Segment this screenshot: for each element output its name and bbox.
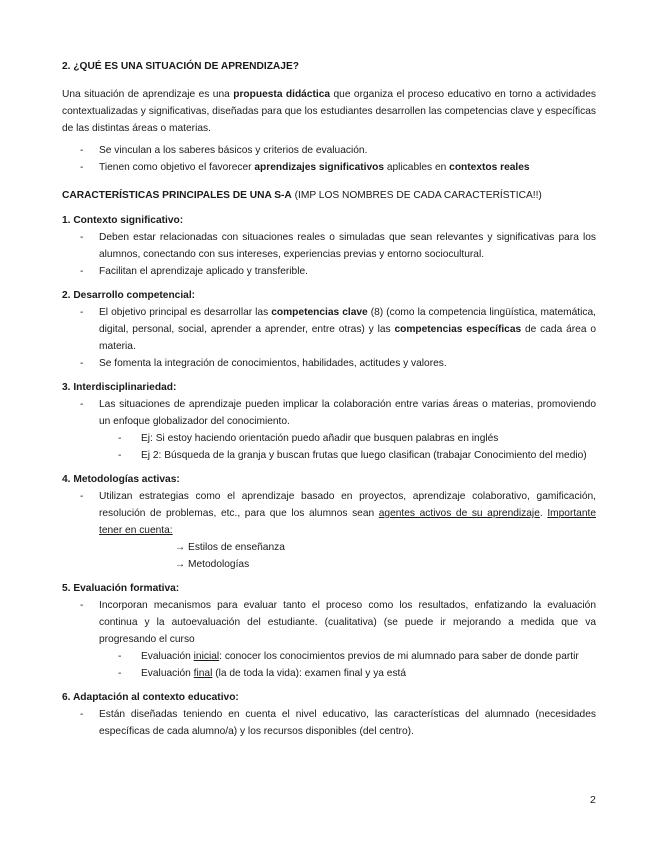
characteristic-4-list bbox=[62, 488, 596, 573]
characteristics-title: CARACTERÍSTICAS PRINCIPALES DE UNA S-A bbox=[62, 190, 292, 201]
bullet-bold: contextos reales bbox=[449, 162, 530, 173]
list-item bbox=[62, 488, 596, 573]
intro-bullet bbox=[62, 159, 596, 176]
sub-list-item bbox=[99, 665, 596, 682]
characteristic-title-6: 6. Adaptación al contexto educativo: bbox=[62, 692, 239, 703]
item-text: Evaluación bbox=[141, 668, 194, 679]
intro-paragraph bbox=[62, 86, 596, 137]
list-item: - Facilitan el aprendizaje aplicado y transferible. bbox=[62, 263, 596, 280]
item-text: Incorporan mecanismos para evaluar tanto el proceso como los resultados, enfatizando la evaluación continua y la autoevaluación del estudiante. (cualitativa) (se puede ir mejorando a medida que va progresando el curso bbox=[99, 600, 596, 645]
item-text: Evaluación bbox=[141, 651, 194, 662]
intro-bullet-list bbox=[62, 142, 596, 176]
sub-list-item: - Ej: Si estoy haciendo orientación puedo añadir que busquen palabras en inglés bbox=[99, 430, 596, 447]
item-underline: final bbox=[193, 668, 213, 679]
characteristic-title-2: 2. Desarrollo competencial: bbox=[62, 290, 196, 301]
item-bold: competencias específicas bbox=[394, 324, 522, 335]
bullet-text: Tienen como objetivo el favorecer bbox=[99, 162, 255, 173]
arrow-item: → Metodologías bbox=[175, 559, 250, 570]
list-item: - Están diseñadas teniendo en cuenta el nivel educativo, las características del alumnado (necesidades específicas de cada alumno/a) y los recursos disponibles (del centro). bbox=[62, 706, 596, 740]
bullet-bold: aprendizajes significativos bbox=[254, 162, 385, 173]
sub-list-item: - Ej 2: Búsqueda de la granja y buscan frutas que luego clasifican (trabajar Conocimiento del medio) bbox=[99, 447, 596, 464]
bullet-text: aplicables en bbox=[384, 162, 450, 173]
item-bold: competencias clave bbox=[271, 307, 368, 318]
item-text: : conocer los conocimientos previos de mi alumnado para saber de donde partir bbox=[219, 651, 579, 662]
characteristic-3-list bbox=[62, 396, 596, 464]
intro-bullet: - Se vinculan a los saberes básicos y criterios de evaluación. bbox=[62, 142, 596, 159]
list-item bbox=[62, 597, 596, 682]
list-item: - Se fomenta la integración de conocimientos, habilidades, actitudes y valores. bbox=[62, 355, 596, 372]
characteristic-2-list bbox=[62, 304, 596, 372]
list-item bbox=[62, 396, 596, 464]
page-number: 2 bbox=[590, 794, 596, 806]
item-underline: Importante tener en cuenta: bbox=[99, 508, 597, 536]
intro-bold-propuesta: propuesta didáctica bbox=[233, 89, 331, 100]
section-heading: 2. ¿QUÉ ES UNA SITUACIÓN DE APRENDIZAJE? bbox=[62, 61, 299, 72]
item-text: El objetivo principal es desarrollar las bbox=[99, 307, 272, 318]
characteristic-1-list bbox=[62, 229, 596, 280]
item-text: Las situaciones de aprendizaje pueden implicar la colaboración entre varias áreas o materias, promoviendo un enfoque globalizador del conocimiento. bbox=[99, 399, 596, 427]
characteristics-note: (IMP LOS NOMBRES DE CADA CARACTERÍSTICA!!) bbox=[291, 190, 542, 201]
item-text: (la de toda la vida): examen final y ya está bbox=[212, 668, 407, 679]
list-item: - Deben estar relacionadas con situaciones reales o simuladas que sean relevantes y significativas para los alumnos, conectando con sus intereses, experiencias previas y entorno sociocultural. bbox=[62, 229, 596, 263]
sub-list-item bbox=[99, 648, 596, 665]
item-text: de cada área o materia. bbox=[99, 324, 596, 352]
page-content bbox=[62, 58, 596, 740]
characteristic-title-1: 1. Contexto significativo: bbox=[62, 215, 184, 226]
sub-list bbox=[99, 430, 596, 464]
characteristic-5-list bbox=[62, 597, 596, 682]
intro-text-1: Una situación de aprendizaje es una bbox=[62, 89, 234, 100]
item-underline: agentes activos de su aprendizaje bbox=[378, 508, 540, 519]
item-text: . bbox=[539, 508, 548, 519]
intro-text-2: que organiza el proceso educativo en torno a actividades contextualizadas y significativas, diseñadas para que los estudiantes desarrollen las competencias clave y específicas de las distintas áreas o materias. bbox=[62, 89, 596, 134]
item-text: (8) (como la competencia lingüística, matemática, digital, personal, social, aprender a aprender, entre otras) y las bbox=[99, 307, 596, 335]
arrow-item: → Estilos de enseñanza bbox=[175, 542, 285, 553]
item-text: Utilizan estrategias como el aprendizaje basado en proyectos, aprendizaje colaborativo, gamificación, resolución de problemas, etc., para que los alumnos sean bbox=[99, 491, 596, 519]
item-underline: inicial bbox=[193, 651, 220, 662]
characteristic-6-list bbox=[62, 706, 596, 740]
sub-list bbox=[99, 648, 596, 682]
characteristics-heading bbox=[62, 187, 596, 204]
characteristic-title-4: 4. Metodologías activas: bbox=[62, 474, 180, 485]
list-item bbox=[62, 304, 596, 355]
characteristic-title-5: 5. Evaluación formativa: bbox=[62, 583, 180, 594]
characteristic-title-3: 3. Interdisciplinariedad: bbox=[62, 382, 177, 393]
